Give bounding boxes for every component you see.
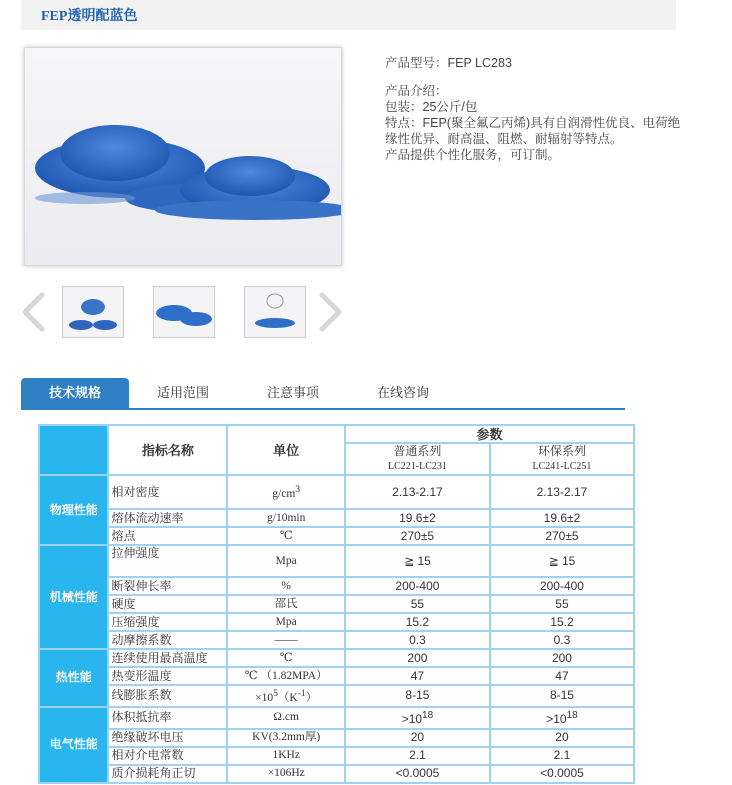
series1-code: LC221-LC231 bbox=[387, 461, 447, 472]
row-unit: Mpa bbox=[227, 545, 345, 577]
blue-pellets-image bbox=[25, 48, 341, 265]
value-sup: 18 bbox=[422, 710, 434, 722]
table-row bbox=[39, 527, 634, 545]
row-unit: —— bbox=[227, 631, 345, 649]
row-value-2: 2.1 bbox=[490, 747, 634, 765]
row-value-2: 2.13-2.17 bbox=[490, 475, 634, 509]
category-electrical: 电气性能 bbox=[39, 707, 108, 783]
row-value-1: <0.0005 bbox=[345, 765, 490, 783]
row-value-2: 200 bbox=[490, 649, 634, 667]
spec-table bbox=[38, 424, 635, 784]
tab-consult[interactable]: 在线咨询 bbox=[376, 385, 429, 400]
unit-sup: 5 bbox=[273, 688, 278, 699]
category-mechanical: 机械性能 bbox=[39, 545, 108, 649]
row-value-1: 8-15 bbox=[345, 685, 490, 707]
table-row bbox=[39, 613, 634, 631]
row-name: 拉伸强度 bbox=[108, 545, 227, 577]
row-unit: g/10min bbox=[227, 509, 345, 527]
category-thermal: 热性能 bbox=[39, 649, 108, 707]
table-row bbox=[39, 475, 634, 509]
product-main-image[interactable] bbox=[24, 47, 342, 266]
tab-application[interactable]: 适用范围 bbox=[156, 385, 209, 400]
row-value-1: 200-400 bbox=[345, 577, 490, 595]
row-name: 熔体流动速率 bbox=[108, 509, 227, 527]
series1-name: 普通系列 bbox=[393, 444, 442, 458]
table-row bbox=[39, 667, 634, 685]
value-text: >10 bbox=[401, 712, 423, 727]
row-value-1: 270±5 bbox=[345, 527, 490, 545]
row-value-1: 0.3 bbox=[345, 631, 490, 649]
table-row bbox=[39, 509, 634, 527]
row-value-2: 8-15 bbox=[490, 685, 634, 707]
unit-text: ×10 bbox=[255, 691, 274, 704]
product-info bbox=[385, 55, 685, 163]
row-unit bbox=[227, 475, 345, 509]
tab-tech-spec[interactable]: 技术规格 bbox=[21, 378, 129, 408]
header-series1 bbox=[345, 443, 490, 475]
table-row bbox=[39, 747, 634, 765]
value-sup: 18 bbox=[566, 710, 578, 722]
row-value-2: ≧ 15 bbox=[490, 545, 634, 577]
product-service: 产品提供个性化服务，可订制。 bbox=[385, 148, 561, 162]
row-value-2: 0.3 bbox=[490, 631, 634, 649]
header-series2 bbox=[490, 443, 634, 475]
table-row bbox=[39, 685, 634, 707]
unit-sup: -1 bbox=[297, 688, 306, 699]
row-unit: 1KHz bbox=[227, 747, 345, 765]
pellets-glass-thumb-icon bbox=[245, 287, 305, 337]
tab-notes[interactable]: 注意事项 bbox=[266, 385, 319, 400]
tab-bar bbox=[21, 378, 625, 410]
product-intro-label: 产品介绍： bbox=[385, 84, 448, 98]
row-name: 熔点 bbox=[108, 527, 227, 545]
table-row bbox=[39, 707, 634, 729]
row-unit: ×106Hz bbox=[227, 765, 345, 783]
row-unit: Mpa bbox=[227, 613, 345, 631]
page-title: FEP透明配蓝色 bbox=[41, 9, 138, 24]
row-name: 体积抵抗率 bbox=[108, 707, 227, 729]
prev-arrow-icon[interactable] bbox=[20, 292, 46, 332]
row-value-1: 19.6±2 bbox=[345, 509, 490, 527]
pellets-pile-thumb-icon bbox=[154, 287, 214, 337]
row-value-2 bbox=[490, 707, 634, 729]
table-row bbox=[39, 649, 634, 667]
row-unit: % bbox=[227, 577, 345, 595]
row-value-2: <0.0005 bbox=[490, 765, 634, 783]
row-value-1: 2.13-2.17 bbox=[345, 475, 490, 509]
row-value-1: 20 bbox=[345, 729, 490, 747]
category-physical: 物理性能 bbox=[39, 475, 108, 545]
series2-name: 环保系列 bbox=[537, 444, 586, 458]
table-row bbox=[39, 631, 634, 649]
row-value-2: 200-400 bbox=[490, 577, 634, 595]
product-features: 特点：FEP(聚全氟乙丙烯)具有自润滑性优良、电荷绝缘性优异、耐高温、阻燃、耐辐射等特点。 bbox=[385, 116, 681, 146]
header-params: 参数 bbox=[345, 425, 634, 443]
row-name: 硬度 bbox=[108, 595, 227, 613]
title-bar bbox=[21, 0, 676, 30]
next-arrow-icon[interactable] bbox=[318, 292, 344, 332]
row-value-2: 19.6±2 bbox=[490, 509, 634, 527]
unit-text: ） bbox=[305, 691, 318, 704]
thumbnail-2[interactable] bbox=[153, 286, 215, 338]
product-model: 产品型号：FEP LC283 bbox=[385, 56, 512, 70]
row-name: 连续使用最高温度 bbox=[108, 649, 227, 667]
row-unit: ℃ bbox=[227, 649, 345, 667]
row-name: 压缩强度 bbox=[108, 613, 227, 631]
product-packing: 包装：25公斤/包 bbox=[385, 100, 478, 114]
unit-text: （K bbox=[277, 691, 298, 704]
row-value-1: 200 bbox=[345, 649, 490, 667]
unit-sup: 3 bbox=[295, 484, 301, 496]
thumbnail-1[interactable] bbox=[62, 286, 124, 338]
header-corner bbox=[39, 425, 108, 475]
row-value-2: 270±5 bbox=[490, 527, 634, 545]
row-name: 绝缘破坏电压 bbox=[108, 729, 227, 747]
row-name: 线膨胀系数 bbox=[108, 685, 227, 707]
header-unit: 单位 bbox=[227, 425, 345, 475]
row-unit: KV(3.2mm厚) bbox=[227, 729, 345, 747]
row-unit: Ω.cm bbox=[227, 707, 345, 729]
table-row bbox=[39, 545, 634, 577]
series2-code: LC241-LC251 bbox=[532, 461, 592, 472]
row-name: 相对介电常数 bbox=[108, 747, 227, 765]
table-row bbox=[39, 577, 634, 595]
row-unit bbox=[227, 685, 345, 707]
value-text: >10 bbox=[546, 712, 567, 727]
row-unit: ℃ （1.82MPA） bbox=[227, 667, 345, 685]
row-name: 相对密度 bbox=[108, 475, 227, 509]
row-value-1: 47 bbox=[345, 667, 490, 685]
row-value-1: 15.2 bbox=[345, 613, 490, 631]
row-value-1: ≧ 15 bbox=[345, 545, 490, 577]
row-name: 动摩擦系数 bbox=[108, 631, 227, 649]
row-name: 热变形温度 bbox=[108, 667, 227, 685]
table-row bbox=[39, 595, 634, 613]
header-name: 指标名称 bbox=[108, 425, 227, 475]
row-name: 断裂伸长率 bbox=[108, 577, 227, 595]
row-value-1: 55 bbox=[345, 595, 490, 613]
row-name: 质介损耗角正切 bbox=[108, 765, 227, 783]
unit-text: g/cm bbox=[272, 487, 296, 500]
row-value-2: 15.2 bbox=[490, 613, 634, 631]
row-value-1 bbox=[345, 707, 490, 729]
pellets-dish-thumb-icon bbox=[63, 287, 123, 337]
thumbnail-3[interactable] bbox=[244, 286, 306, 338]
row-value-2: 55 bbox=[490, 595, 634, 613]
table-row bbox=[39, 765, 634, 783]
row-value-1: 2.1 bbox=[345, 747, 490, 765]
row-unit: ℃ bbox=[227, 527, 345, 545]
row-value-2: 47 bbox=[490, 667, 634, 685]
row-unit: 邵氏 bbox=[227, 595, 345, 613]
table-row bbox=[39, 425, 634, 443]
table-row bbox=[39, 729, 634, 747]
row-value-2: 20 bbox=[490, 729, 634, 747]
